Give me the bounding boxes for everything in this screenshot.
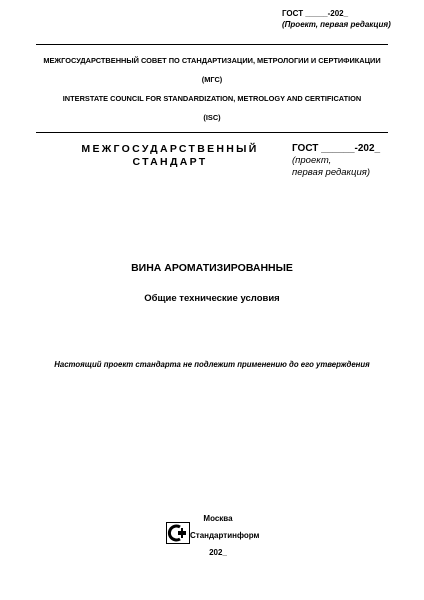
council-name-en: INTERSTATE COUNCIL FOR STANDARDIZATION, METROLOGY AND CERTIFICATION <box>62 94 362 103</box>
standard-type-line2: СТАНДАРТ <box>132 156 208 168</box>
draft-notice: Настоящий проект стандарта не подлежит применению до его утверждения <box>54 360 370 369</box>
standard-type <box>60 143 280 169</box>
standard-gost-block <box>292 143 380 179</box>
document-subtitle: Общие технические условия <box>144 293 280 304</box>
header-gost-number: ГОСТ _____-202_ <box>282 9 349 18</box>
header-draft-note: (Проект, первая редакция) <box>282 20 391 29</box>
document-title: ВИНА АРОМАТИЗИРОВАННЫЕ <box>131 262 293 274</box>
publisher-name: Стандартинформ <box>190 531 260 540</box>
council-name-ru: МЕЖГОСУДАРСТВЕННЫЙ СОВЕТ ПО СТАНДАРТИЗАЦИИ, МЕТРОЛОГИИ И СЕРТИФИКАЦИИ <box>43 56 381 65</box>
publisher-city: Москва <box>203 514 233 523</box>
standard-draft-line1: (проект, <box>292 155 332 166</box>
standard-draft-line2: первая редакция) <box>292 167 370 178</box>
middle-divider <box>36 132 388 133</box>
publication-year: 202_ <box>209 548 227 557</box>
council-abbr-en: (ISC) <box>203 113 221 122</box>
standard-gost-number: ГОСТ ______-202_ <box>292 143 381 154</box>
standard-type-line1: МЕЖГОСУДАРСТВЕННЫЙ <box>81 143 259 155</box>
standartinform-logo-icon <box>166 522 190 544</box>
top-divider <box>36 44 388 45</box>
council-abbr-ru: (МГС) <box>201 75 223 84</box>
header-gost-block <box>282 8 391 30</box>
